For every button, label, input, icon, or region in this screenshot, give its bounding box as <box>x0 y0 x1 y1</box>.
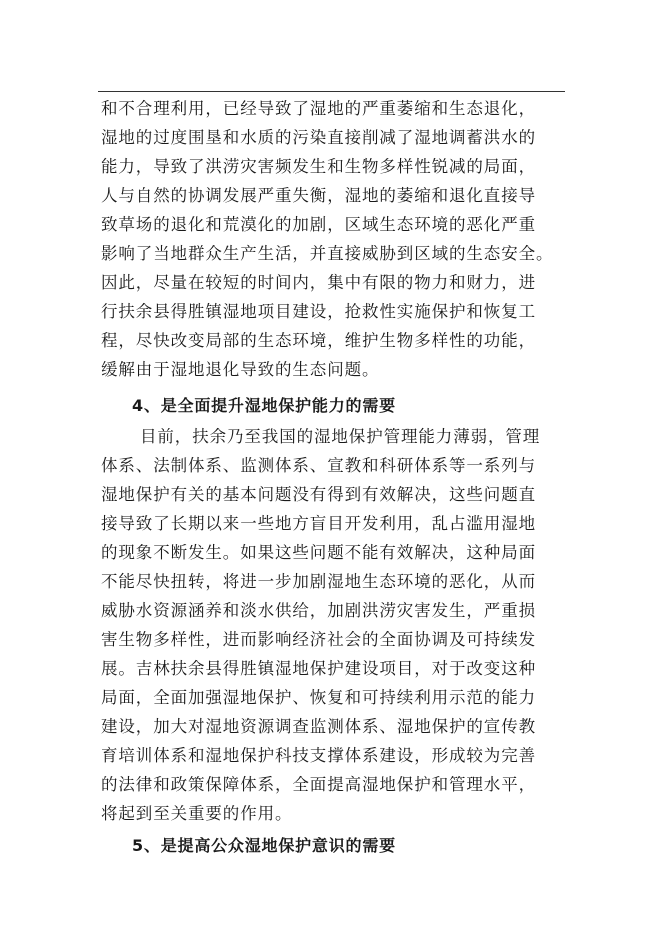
paragraph-2-line: 威胁水资源涵养和淡水供给，加剧洪涝灾害发生，严重损 <box>101 601 536 620</box>
paragraph-1-line: 能力，导致了洪涝灾害频发生和生物多样性锐减的局面， <box>101 157 536 176</box>
paragraph-2-line: 建设，加大对湿地资源调查监测体系、湿地保护的宣传教 <box>101 717 536 736</box>
section-heading-4: 4、是全面提升湿地保护能力的需要 <box>132 396 396 415</box>
paragraph-1-line: 人与自然的协调发展严重失衡，湿地的萎缩和退化直接导 <box>101 186 536 205</box>
paragraph-2-line: 接导致了长期以来一些地方盲目开发利用，乱占滥用湿地 <box>101 514 536 533</box>
paragraph-2-line: 局面，全面加强湿地保护、恢复和可持续利用示范的能力 <box>101 688 536 707</box>
paragraph-1-line: 行扶余县得胜镇湿地项目建设，抢救性实施保护和恢复工 <box>101 302 536 321</box>
paragraph-1-line: 影响了当地群众生产生活，并直接威胁到区域的生态安全。 <box>101 244 554 263</box>
paragraph-2-line: 湿地保护有关的基本问题没有得到有效解决，这些问题直 <box>101 485 536 504</box>
paragraph-1-line: 致草场的退化和荒漠化的加剧，区域生态环境的恶化严重 <box>101 215 536 234</box>
paragraph-2-line: 育培训体系和湿地保护科技支撑体系建设，形成较为完善 <box>101 746 536 765</box>
paragraph-1-line: 因此，尽量在较短的时间内，集中有限的物力和财力，进 <box>101 273 536 292</box>
paragraph-1-line: 程，尽快改变局部的生态环境，维护生物多样性的功能， <box>101 331 536 350</box>
paragraph-2-line: 的法律和政策保障体系，全面提高湿地保护和管理水平， <box>101 775 536 794</box>
paragraph-1-line: 湿地的过度围垦和水质的污染直接削减了湿地调蓄洪水的 <box>101 128 536 147</box>
paragraph-1-line: 和不合理利用，已经导致了湿地的严重萎缩和生态退化， <box>101 99 536 118</box>
paragraph-2-line: 不能尽快扭转，将进一步加剧湿地生态环境的恶化，从而 <box>101 572 536 591</box>
paragraph-2-line: 目前，扶余乃至我国的湿地保护管理能力薄弱，管理 <box>140 427 541 446</box>
header-rule <box>98 91 565 92</box>
paragraph-2-line: 的现象不断发生。如果这些问题不能有效解决，这种局面 <box>101 543 536 562</box>
paragraph-2-line: 体系、法制体系、监测体系、宣教和科研体系等一系列与 <box>101 456 536 475</box>
paragraph-2-line: 展。吉林扶余县得胜镇湿地保护建设项目，对于改变这种 <box>101 659 536 678</box>
section-heading-5: 5、是提高公众湿地保护意识的需要 <box>132 836 396 855</box>
paragraph-1-line: 缓解由于湿地退化导致的生态问题。 <box>101 360 380 379</box>
paragraph-2-line: 害生物多样性，进而影响经济社会的全面协调及可持续发 <box>101 630 536 649</box>
paragraph-2-line: 将起到至关重要的作用。 <box>101 804 293 823</box>
